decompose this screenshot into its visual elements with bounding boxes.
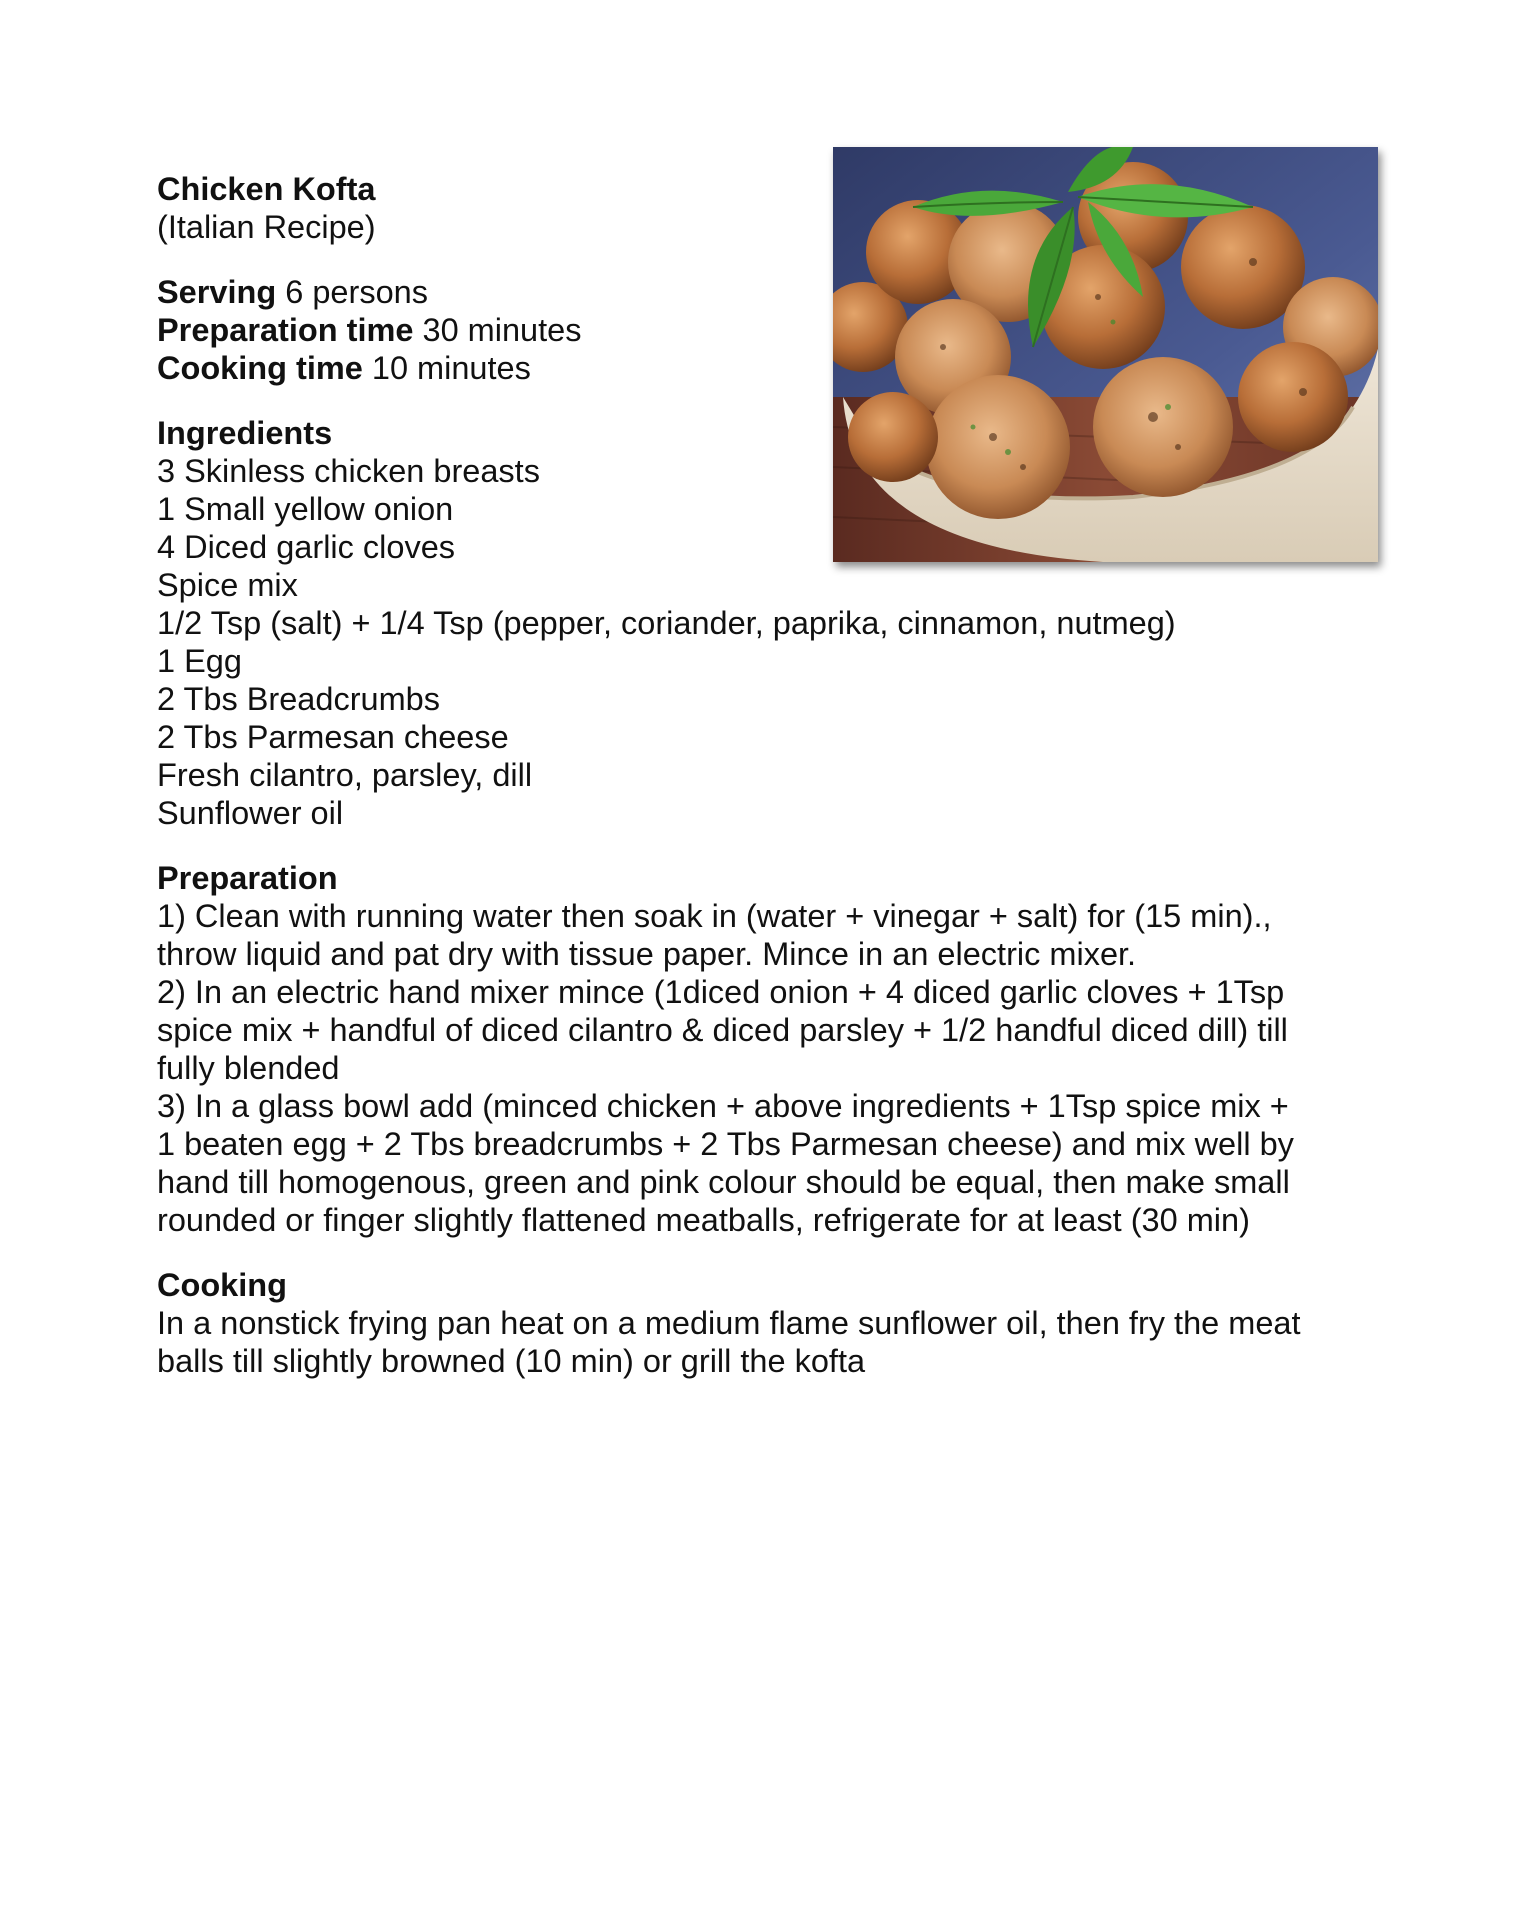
cooking-section [157, 1266, 1357, 1380]
preparation-line: rounded or finger slightly flattened meatballs, refrigerate for at least (30 min) [157, 1202, 1250, 1238]
prep-time-value: 30 minutes [422, 312, 582, 348]
ingredient-item: Spice mix [157, 567, 298, 603]
cooking-line: In a nonstick frying pan heat on a medium flame sunflower oil, then fry the meat [157, 1305, 1301, 1341]
ingredient-item: 2 Tbs Parmesan cheese [157, 719, 509, 755]
ingredient-item: Sunflower oil [157, 795, 344, 831]
prep-time-label: Preparation time [157, 312, 414, 348]
ingredient-item: Fresh cilantro, parsley, dill [157, 757, 533, 793]
cook-time-value: 10 minutes [371, 350, 531, 386]
preparation-line: 2) In an electric hand mixer mince (1diced onion + 4 diced garlic cloves + 1Tsp [157, 974, 1285, 1010]
preparation-heading: Preparation [157, 860, 338, 896]
ingredient-item: 1 Small yellow onion [157, 491, 454, 527]
cooking-heading: Cooking [157, 1267, 287, 1303]
recipe-subtitle: (Italian Recipe) [157, 209, 376, 245]
meatball-bowl-photo [833, 147, 1378, 562]
preparation-line: hand till homogenous, green and pink colour should be equal, then make small [157, 1164, 1290, 1200]
preparation-line: fully blended [157, 1050, 340, 1086]
preparation-line: 3) In a glass bowl add (minced chicken + above ingredients + 1Tsp spice mix + [157, 1088, 1289, 1124]
serving-value: 6 persons [285, 274, 428, 310]
ingredients-heading: Ingredients [157, 415, 333, 451]
preparation-section [157, 859, 1357, 1239]
recipe-title: Chicken Kofta [157, 171, 376, 207]
ingredient-item: 1 Egg [157, 643, 242, 679]
cook-time-label: Cooking time [157, 350, 363, 386]
meatball-bowl-illustration [833, 147, 1378, 562]
preparation-line: throw liquid and pat dry with tissue paper. Mince in an electric mixer. [157, 936, 1137, 972]
ingredient-item: 4 Diced garlic cloves [157, 529, 456, 565]
preparation-line: spice mix + handful of diced cilantro & diced parsley + 1/2 handful diced dill) till [157, 1012, 1288, 1048]
cooking-line: balls till slightly browned (10 min) or grill the kofta [157, 1343, 866, 1379]
ingredient-item: 3 Skinless chicken breasts [157, 453, 540, 489]
serving-label: Serving [157, 274, 277, 310]
preparation-line: 1 beaten egg + 2 Tbs breadcrumbs + 2 Tbs Parmesan cheese) and mix well by [157, 1126, 1294, 1162]
preparation-line: 1) Clean with running water then soak in (water + vinegar + salt) for (15 min)., [157, 898, 1272, 934]
ingredient-item: 1/2 Tsp (salt) + 1/4 Tsp (pepper, coriander, paprika, cinnamon, nutmeg) [157, 605, 1176, 641]
ingredient-item: 2 Tbs Breadcrumbs [157, 681, 440, 717]
